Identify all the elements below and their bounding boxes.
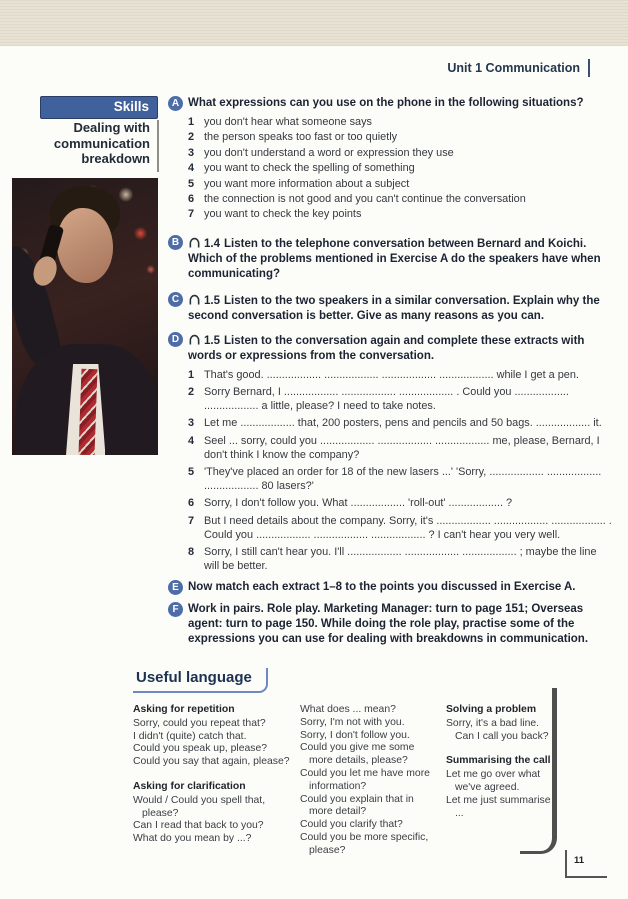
list-item: 2 the person speaks too fast or too quietly [188,131,398,144]
exercise-d-list [188,368,612,574]
useful-language-col-1: Asking for repetition Sorry, could you repeat that? I didn't (quite) catch that. Could you speak up, please? Could you say that again, please? Asking for clarification Would / Could you spell that, please? Can I read that back to you? What do you mean by ...? [133,704,290,845]
useful-language-columns [133,704,557,858]
exercise-c-prompt: 1.5 Listen to the two speakers in a similar conversation. Explain why the second conversation is better. Give as many reasons as you can. [188,294,600,322]
scan-top-band [0,0,628,46]
exercise-b [170,235,612,282]
exercise-b-prompt: 1.4 Listen to the telephone conversation between Bernard and Koichi. Which of the problems mentioned in Exercise A do the speakers have when communicating? [188,237,601,280]
gap-fill-item: 4 Seel ... sorry, could you .................. .................. .................. me, please, Bernard, I don't think I know the company? [188,434,600,461]
page-number: 11 [574,855,585,866]
useful-language-title: Useful language [133,668,268,693]
exercise-e-badge: E [168,580,183,595]
list-item: 6 the connection is not good and you can't continue the conversation [188,193,526,206]
gap-fill-item: 2 Sorry Bernard, I .................. .................. .................. . Could you .................. .................. a little, please? I need to take notes. [188,386,569,413]
list-item: 4 you want to check the spelling of something [188,162,415,175]
list-item: 1 you don't hear what someone says [188,116,372,128]
headphones-icon [188,236,201,248]
exercise-a [170,96,612,223]
exercise-f-prompt: Work in pairs. Role play. Marketing Manager: turn to page 151; Overseas agent: turn to page 150. While doing the role play, practise some of the expressions you can use for dealing with breakdowns in communication. [188,603,589,646]
useful-language-col-3: Solving a problem Sorry, it's a bad line. Can I call you back? Summarising the call Let me go over what we've agreed. Let me just summarise ... [446,704,551,819]
audio-track-number: 1.5 [204,294,220,307]
exercise-a-prompt: What expressions can you use on the phone in the following situations? [188,97,584,109]
exercise-d [170,332,612,574]
gap-fill-item: 6 Sorry, I don't follow you. What .................. 'roll-out' .................. ? [188,497,513,510]
exercise-c-badge: C [168,292,183,307]
list-item: 7 you want to check the key points [188,208,362,221]
gap-fill-item: 1 That's good. .................. .................. .................. .................. while I get a pen. [188,368,579,381]
exercise-a-list [188,115,612,223]
list-item: 3 you don't understand a word or expression they use [188,146,454,159]
exercise-e [170,580,612,595]
exercise-f-badge: F [168,602,183,617]
headphones-icon [188,333,201,345]
exercise-a-badge: A [168,96,183,111]
skills-section-tab: Skills [40,96,158,119]
exercise-b-badge: B [168,235,183,250]
unit-header: Unit 1 Communication [447,59,590,77]
useful-language-col-2: What does ... mean? Sorry, I'm not with you. Sorry, I don't follow you. Could you give me some more details, please? Could you let me have more information? Could you explain that in more detail? Could you clarify that? Could you be more specific, please? [300,704,430,856]
headphones-icon [188,293,201,305]
audio-track-number: 1.5 [204,334,220,347]
gap-fill-item: 5 'They've placed an order for 18 of the new lasers ...' 'Sorry, .................. .................. .................. 80 lasers?' [188,466,602,493]
gap-fill-item: 8 Sorry, I still can't hear you. I'll .................. .................. .................. ; maybe the line will be better. [188,546,597,573]
exercise-e-prompt: Now match each extract 1–8 to the points you discussed in Exercise A. [188,581,576,594]
useful-language-section [133,668,557,858]
photo-tie-shape [78,369,97,455]
exercise-c [170,292,612,324]
page-number-corner [565,850,607,878]
lesson-title: Dealing with communication breakdown [8,120,159,172]
businessman-on-phone-photo [12,178,158,455]
exercises-column [170,96,612,647]
gap-fill-item: 7 But I need details about the company. Sorry, it's .................. .................. .................. . Could you .................. .................. .................. ? I can't hear you very well. [188,514,612,541]
audio-track-number: 1.4 [204,237,220,250]
photo-face-shape [57,208,112,283]
exercise-d-prompt: 1.5 Listen to the conversation again and complete these extracts with words or expressions from the conversation. [188,334,585,362]
exercise-f [170,602,612,647]
exercise-d-badge: D [168,332,183,347]
gap-fill-item: 3 Let me .................. that, 200 posters, pens and pencils and 50 bags. .................. it. [188,417,602,430]
list-item: 5 you want more information about a subject [188,177,410,190]
